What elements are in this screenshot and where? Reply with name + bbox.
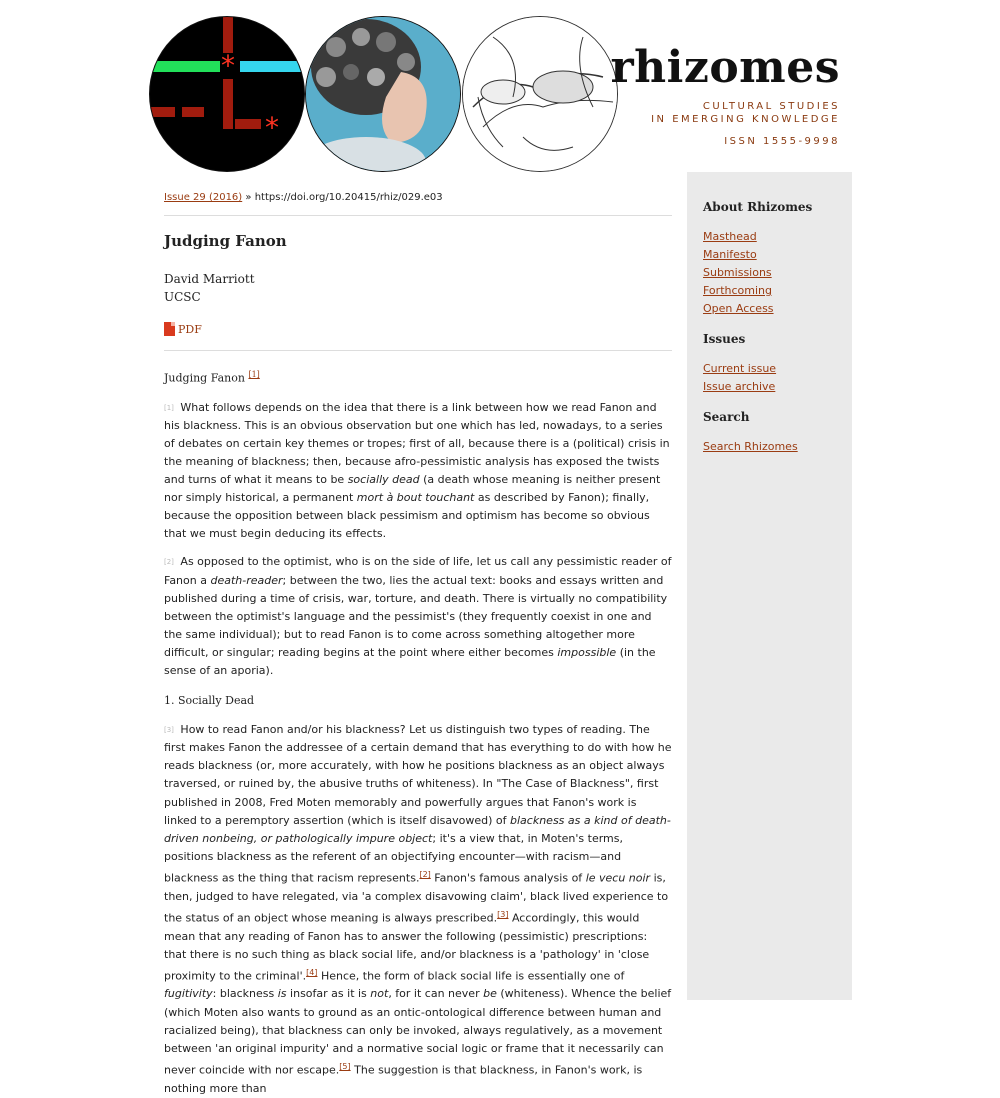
site-header <box>0 0 1000 172</box>
emphasis: is <box>277 987 287 1001</box>
emphasis: fugitivity <box>164 987 213 1001</box>
sidebar-link-search[interactable]: Search Rhizomes <box>703 440 798 453</box>
paragraph-text: (in the sense of an aporia). <box>164 645 656 678</box>
header-image-illustration <box>462 16 618 172</box>
paragraph-3 <box>164 721 672 1098</box>
search-links <box>703 438 852 456</box>
paragraph-text: Hence, the form of black social life is essentially one of <box>320 969 625 983</box>
sidebar-heading-issues: Issues <box>703 332 746 346</box>
breadcrumb-separator: » <box>245 192 252 203</box>
emphasis: death-reader <box>210 573 283 587</box>
issue-link[interactable]: Issue 29 (2016) <box>164 192 243 203</box>
paragraph-text: Fanon's famous analysis of <box>434 871 583 885</box>
paragraph-text: as described by Fanon); finally, because the opposition between black pessimism and optimism has become so obvious that we must begin deducing its effects. <box>164 491 650 541</box>
footnote-link[interactable]: [1] <box>248 370 260 379</box>
sidebar-heading-search: Search <box>703 410 750 424</box>
emphasis: mort à bout touchant <box>356 491 475 505</box>
paragraph-text: is, then, judged to have relegated, via 'a complex disavowing claim', black lived experience to the status of an object whose meaning is always prescribed. <box>164 871 669 925</box>
emphasis: blackness as a kind of death-driven nonbeing, or pathologically impure object <box>164 813 671 845</box>
paragraph-text: , for it can never <box>388 987 480 1001</box>
emphasis: impossible <box>557 645 617 659</box>
logo-title: rhizomes <box>610 42 840 93</box>
logo-issn: ISSN 1555-9998 <box>724 136 840 147</box>
paragraph-number: [3] <box>164 726 174 735</box>
main-content <box>164 172 672 1098</box>
paragraph-text: (a death whose meaning is neither present nor simply historical, a permanent <box>164 473 661 505</box>
emphasis: socially dead <box>347 473 420 487</box>
section-heading-text: Judging Fanon <box>164 371 245 385</box>
emphasis: le vecu noir <box>585 871 651 885</box>
paragraph-text: What follows depends on the idea that there is a link between how we read Fanon and his blackness. This is an obvious observation but one which has led, nowadays, to a series of debates on certain key themes or tropes; first of all, because there is a (political) crisis in the meaning of blackness; then, because afro-pessimistic analysis has exposed the twists and turns of what it means to be <box>164 400 670 487</box>
pdf-label: PDF <box>178 322 202 336</box>
paragraph-text: : blackness <box>212 987 275 1001</box>
pdf-link[interactable] <box>164 322 672 336</box>
footnote-link[interactable]: [4] <box>306 967 318 977</box>
divider <box>164 350 672 351</box>
about-links <box>703 228 852 318</box>
doi-text: https://doi.org/10.20415/rhiz/029.e03 <box>254 192 443 203</box>
site-logo[interactable] <box>610 42 840 147</box>
paragraph-number: [1] <box>164 403 174 412</box>
paragraph-1 <box>164 399 672 544</box>
sidebar-link-issue-archive[interactable]: Issue archive <box>703 380 776 393</box>
emphasis: not <box>370 987 389 1001</box>
pdf-icon <box>164 322 175 336</box>
paragraph-text: As opposed to the optimist, who is on the side of life, let us call any pessimistic reader of Fanon a <box>164 555 672 587</box>
logo-subtitle <box>610 100 840 126</box>
divider <box>164 215 672 216</box>
paragraph-text: ; it's a view that, in Moten's terms, positions blackness as the referent of an objectifying encounter—with racism—and blackness as the thing that racism represents. <box>164 831 623 885</box>
sidebar-link-forthcoming[interactable]: Forthcoming <box>703 284 772 297</box>
paragraph-text: Accordingly, this would mean that any reading of Fanon has to answer the following (pessimistic) prescriptions: that there is no such thing as black social life, and/or blackness is a 'pathology' in 'close proximity to the criminal'. <box>164 911 650 983</box>
header-image-mannequin <box>305 16 461 172</box>
paragraph-2 <box>164 553 672 680</box>
emphasis: be <box>483 987 497 1001</box>
author-block <box>164 270 672 306</box>
sidebar-heading-about: About Rhizomes <box>703 200 813 214</box>
svg-text:*: * <box>265 111 279 144</box>
author-name: David Marriott <box>164 272 255 286</box>
paragraph-text: ; between the two, lies the actual text: books and essays written and published during a time of crisis, war, torture, and death. There is virtually no compatibility between the optimist's language and the pessimist's (they frequently coexist in one and the same individual); but to read Fanon is to come across something altogether more difficult, or singular; reading begins at the point where either becomes <box>164 573 668 659</box>
sidebar <box>687 172 852 1000</box>
logo-subtitle-line-1: CULTURAL STUDIES <box>702 101 840 112</box>
sidebar-link-current-issue[interactable]: Current issue <box>703 362 777 375</box>
svg-text:*: * <box>221 49 235 82</box>
sidebar-link-masthead[interactable]: Masthead <box>703 230 757 243</box>
footnote-link[interactable]: [2] <box>419 869 431 879</box>
paragraph-text: (whiteness). Whence the belief (which Moten also wants to ground as an ontic-ontological difference between human and racialized being), that blackness can only be invoked, always regulatively, as a movement between 'an original impurity' and a normative social logic or frame that it necessarily can never coincide with nor escape. <box>164 987 672 1077</box>
paragraph-text: The suggestion is that blackness, in Fanon's work, is nothing more than <box>164 1063 643 1095</box>
header-image-abstract <box>149 16 305 172</box>
footnote-link[interactable]: [5] <box>339 1061 351 1071</box>
logo-subtitle-line-2: IN EMERGING KNOWLEDGE <box>651 114 840 125</box>
issues-links <box>703 360 852 396</box>
section-heading: 1. Socially Dead <box>164 694 255 708</box>
sidebar-link-manifesto[interactable]: Manifesto <box>703 248 757 261</box>
article-title: Judging Fanon <box>164 232 287 250</box>
sidebar-link-submissions[interactable]: Submissions <box>703 266 772 279</box>
paragraph-number: [2] <box>164 558 174 567</box>
paragraph-text: insofar as it is <box>290 987 367 1001</box>
footnote-link[interactable]: [3] <box>497 909 509 919</box>
paragraph-text: How to read Fanon and/or his blackness? Let us distinguish two types of reading. The first makes Fanon the addressee of a certain demand that has everything to do with how he reads blackness (or, more accurately, with how he positions blackness as an object always traversed, or ruined by, the abusive truths of whiteness). In "The Case of Blackness", first published in 2008, Fred Moten memorably and powerfully argues that Fanon's work is linked to a peremptory assertion (which is itself disavowed) of <box>164 723 672 827</box>
sidebar-link-open-access[interactable]: Open Access <box>703 302 774 315</box>
section-heading <box>164 370 672 385</box>
breadcrumb <box>164 192 672 203</box>
author-affiliation: UCSC <box>164 290 201 304</box>
